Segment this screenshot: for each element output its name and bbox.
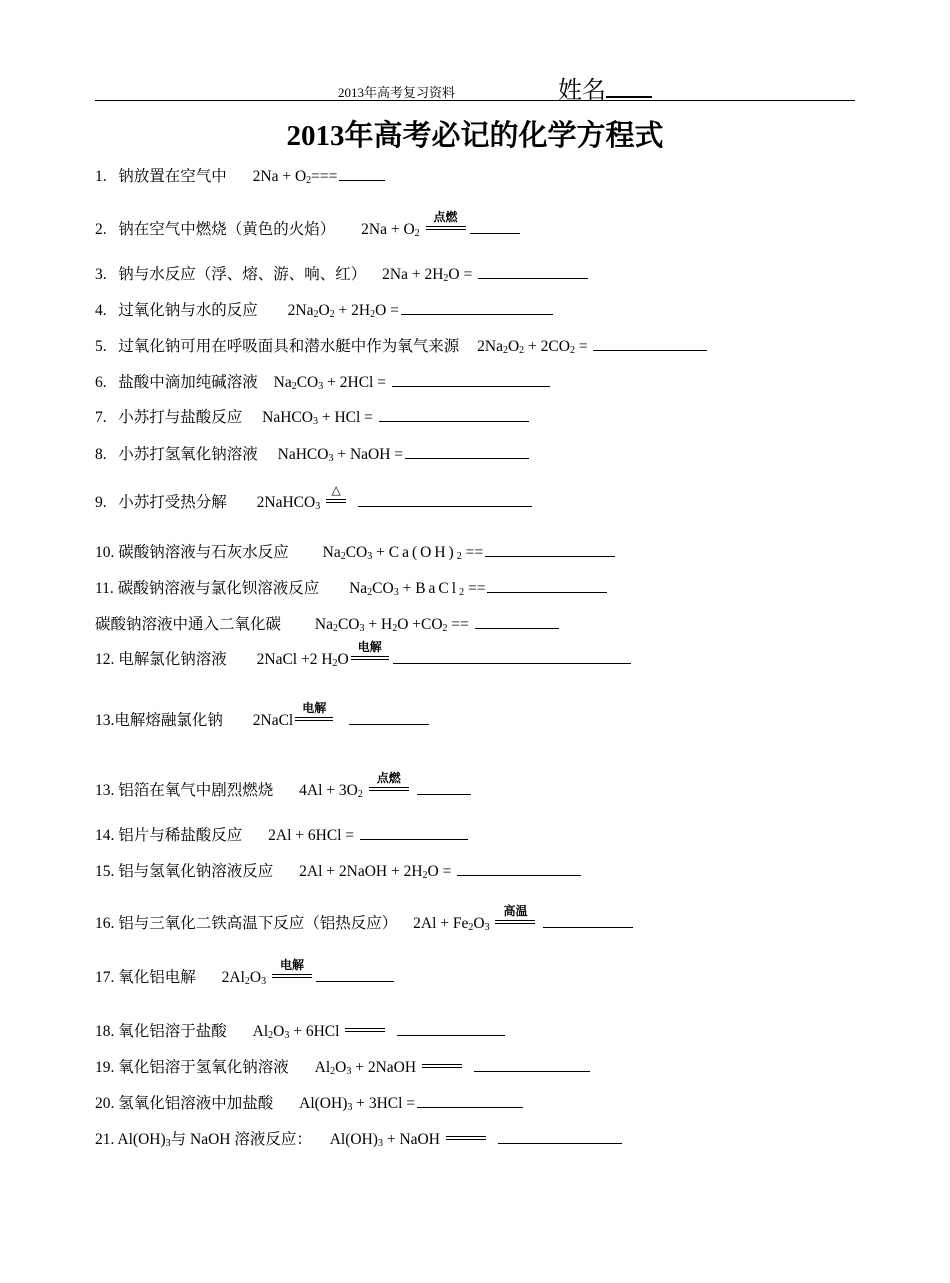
answer-blank[interactable] [457,859,581,876]
item-number: 3. [95,266,107,283]
equation-item-13-al [95,771,471,805]
item-number: 20. [95,1095,115,1112]
item-number: 14. [95,827,115,844]
answer-blank[interactable] [401,298,553,315]
equation: 2Al + 6HCl = [268,827,358,844]
answer-blank[interactable] [379,405,529,422]
reaction-arrow [345,1028,385,1036]
equation-item-16 [95,904,633,938]
item-number: 4. [95,302,107,319]
item-description: 钠与水反应（浮、熔、游、响、红） [118,266,367,283]
equation-item-10 [95,540,615,567]
answer-blank[interactable] [485,540,615,557]
equation-item-11b [95,612,559,639]
item-number: 12. [95,651,115,668]
equation: NaHCO$_3$ + HCl = [262,409,377,427]
condition-electrolysis: 电解 [279,958,304,972]
item-description: 盐酸中滴加纯碱溶液 [118,374,258,391]
condition-high-temp: 高温 [503,904,528,918]
condition-ignite: 点燃 [376,771,401,785]
name-blank[interactable] [606,74,652,98]
equation-item-1 [95,164,385,191]
equation: 2NaHCO$_3$ [256,494,321,512]
equation: $2Al_2O_3$ [221,969,267,987]
equation: $2Na_2O_2 + 2CO_2$ = [477,338,592,356]
item-description: 氢氧化铝溶液中加盐酸 [118,1095,274,1112]
page-title: 2013年高考必记的化学方程式 [286,120,664,152]
equation-item-19 [95,1055,590,1082]
reaction-arrow [326,483,346,507]
item-number: 1. [95,168,107,185]
item-number: 17. [95,969,115,986]
item-description: 碳酸钠溶液与氯化钡溶液反应 [117,580,320,597]
item-number: 16. [95,915,115,932]
equation: $Na_2CO_3 + H_2O +CO_2$ == [314,616,473,634]
equation-item-5 [95,334,707,361]
equation: 2NaCl +2 $H_2O$ [256,651,349,669]
item-number: 10. [95,544,115,561]
item-description: 钠在空气中燃烧（黄色的火焰） [118,221,336,238]
item-number: 9. [95,494,107,511]
answer-blank[interactable] [349,708,429,725]
answer-blank[interactable] [593,334,707,351]
equation-item-12 [95,640,631,674]
equation-item-13 [95,701,429,731]
equation: $2Na_2O_2 + 2H_2O$ = [287,302,399,320]
equation-item-8 [95,442,529,469]
equation: $Na_2CO_3$ + BaCl$_2$ == [349,580,486,598]
answer-blank[interactable] [358,490,532,507]
reaction-arrow [351,640,389,664]
answer-blank[interactable] [498,1127,622,1144]
answer-blank[interactable] [397,1019,505,1036]
equation: 2Al + 2NaOH + $2H_2O$ = [299,863,456,881]
page-header [95,68,855,104]
item-description: 铝片与稀盐酸反应 [118,827,243,844]
condition-electrolysis: 电解 [302,701,327,715]
reaction-arrow [422,1064,462,1072]
item-number: 13. [95,782,115,799]
answer-blank[interactable] [475,612,559,629]
answer-blank[interactable] [360,823,468,840]
item-number: 5. [95,338,107,355]
answer-blank[interactable] [316,965,394,982]
equation-item-4 [95,298,553,325]
answer-blank[interactable] [478,262,588,279]
equation: $2Na + O_2$ [361,221,420,239]
equation: $2Na + 2H_2O$ = [382,266,477,284]
equation-item-18 [95,1019,505,1046]
item-number: 8. [95,446,107,463]
equation: $Na_2CO_3 + Ca(OH)_2$ == [322,544,484,562]
equation: 2NaCl [252,712,294,729]
equation-item-3 [95,262,588,289]
answer-blank[interactable] [543,911,633,928]
item-description: 碳酸钠溶液中通入二氧化碳 [95,616,282,633]
reaction-arrow [495,904,535,928]
equation-item-11 [95,576,607,603]
item-description: 铝与三氧化二铁高温下反应（铝热反应） [118,915,398,932]
item-number: 21. [95,1131,115,1148]
reaction-arrow [272,958,312,982]
item-description: 小苏打受热分解 [118,494,227,511]
item-description: 电解氯化钠溶液 [118,651,227,668]
equation: $Al(OH)_3 + 3HCl$ = [299,1095,416,1113]
condition-electrolysis: 电解 [357,640,382,654]
equation-item-20 [95,1091,523,1118]
item-number: 7. [95,409,107,426]
answer-blank[interactable] [474,1055,590,1072]
item-description-prefix: $Al(OH)_3$与 NaOH [117,1131,235,1149]
answer-blank[interactable] [393,647,631,664]
equation-item-6 [95,370,550,397]
item-description: 氧化铝溶于氢氧化钠溶液 [118,1059,289,1076]
name-label: 姓名 [558,78,606,104]
equation: $Al_2O_3 + 6HCl$ [252,1023,344,1041]
answer-blank[interactable] [392,370,550,387]
item-description: 过氧化钠与水的反应 [118,302,258,319]
condition-heat: △ [331,483,341,497]
item-description: 电解熔融氯化钠 [114,712,223,729]
item-description: 溶液反应： [234,1131,312,1148]
item-description: 钠放置在空气中 [118,168,227,185]
equation-item-15 [95,859,581,886]
answer-blank[interactable] [417,778,471,795]
item-number: 18. [95,1023,115,1040]
equation: NaHCO$_3$ + NaOH = [277,446,404,464]
equation: $2Al + Fe_2O_3$ [413,915,490,933]
equation-item-14 [95,823,468,846]
answer-blank[interactable] [405,442,529,459]
item-number: 19. [95,1059,115,1076]
item-number: 6. [95,374,107,391]
reaction-arrow [446,1136,486,1144]
item-description: 氧化铝溶于盐酸 [118,1023,227,1040]
item-number: 11. [95,580,114,597]
header-subject: 2013年高考复习资料 [338,85,456,100]
item-number: 15. [95,863,115,880]
answer-blank[interactable] [487,576,607,593]
reaction-arrow [369,771,409,795]
equation: $Na_2CO_3 + 2HCl$ = [273,374,390,392]
item-description: 铝与氢氧化钠溶液反应 [118,863,274,880]
equation-item-21 [95,1127,622,1154]
reaction-arrow [426,210,466,234]
name-field [558,70,652,105]
answer-blank[interactable] [339,164,385,181]
equation: $2Na + O_2===$ [252,168,338,186]
answer-blank[interactable] [417,1091,523,1108]
equation-item-2 [95,210,520,244]
item-description: 小苏打与盐酸反应 [118,409,243,426]
equation: $Al(OH)_3$ + NaOH [329,1131,444,1149]
equation-item-7 [95,405,529,432]
answer-blank[interactable] [470,217,520,234]
item-description: 小苏打氢氧化钠溶液 [118,446,258,463]
equation-item-17 [95,958,394,992]
item-description: 碳酸钠溶液与石灰水反应 [118,544,289,561]
item-description: 氧化铝电解 [118,969,196,986]
item-description: 过氧化钠可用在呼吸面具和潜水艇中作为氧气来源 [118,338,460,355]
item-description: 铝箔在氧气中剧烈燃烧 [118,782,274,799]
item-number: 2. [95,221,107,238]
equation: $4Al + 3O_2$ [299,782,363,800]
item-number: 13. [95,712,115,729]
equation-item-9 [95,483,532,517]
equation: $Al_2O_3$ + 2NaOH [314,1059,420,1077]
condition-ignite: 点燃 [433,210,458,224]
reaction-arrow [295,701,333,725]
